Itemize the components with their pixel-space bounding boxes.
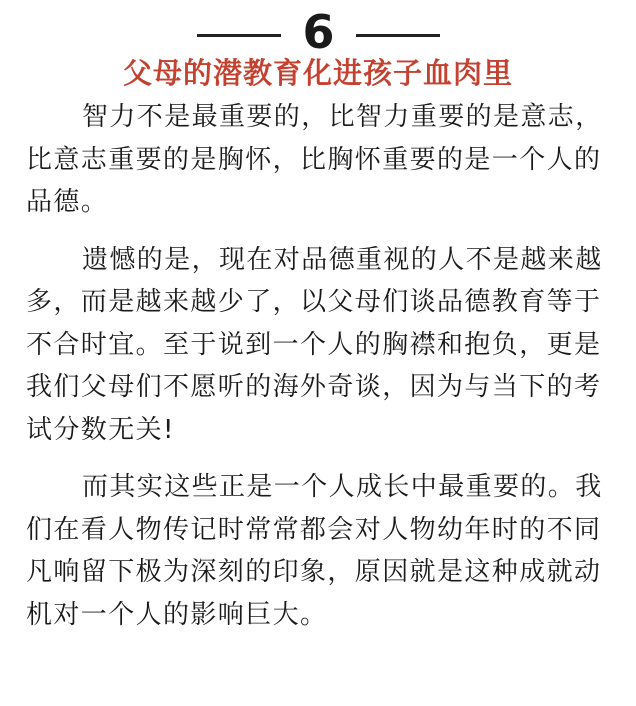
- section-header: [0, 5, 636, 59]
- paragraph-1: 智力不是最重要的，比智力重要的是意志，比意志重要的是胸怀，比胸怀重要的是一个人的品德。: [26, 102, 603, 217]
- paragraph-3: 而其实这些正是一个人成长中最重要的。我们在看人物传记时常常都会对人物幼年时的不同凡响留下极为深刻的印象，原因就是这种成就动机对一个人的影响巨大。: [26, 472, 603, 630]
- right-divider-line: [356, 34, 440, 37]
- left-divider-line: [197, 34, 281, 37]
- section-number: 6: [302, 5, 335, 59]
- section-title: 父母的潜教育化进孩子血肉里: [122, 56, 513, 90]
- paragraph-2: 遗憾的是，现在对品德重视的人不是越来越多，而是越来越少了，以父母们谈品德教育等于不合时宜。至于说到一个人的胸襟和抱负，更是我们父母们不愿听的海外奇谈，因为与当下的考试分数无关!: [26, 244, 603, 445]
- article-body: [26, 96, 618, 636]
